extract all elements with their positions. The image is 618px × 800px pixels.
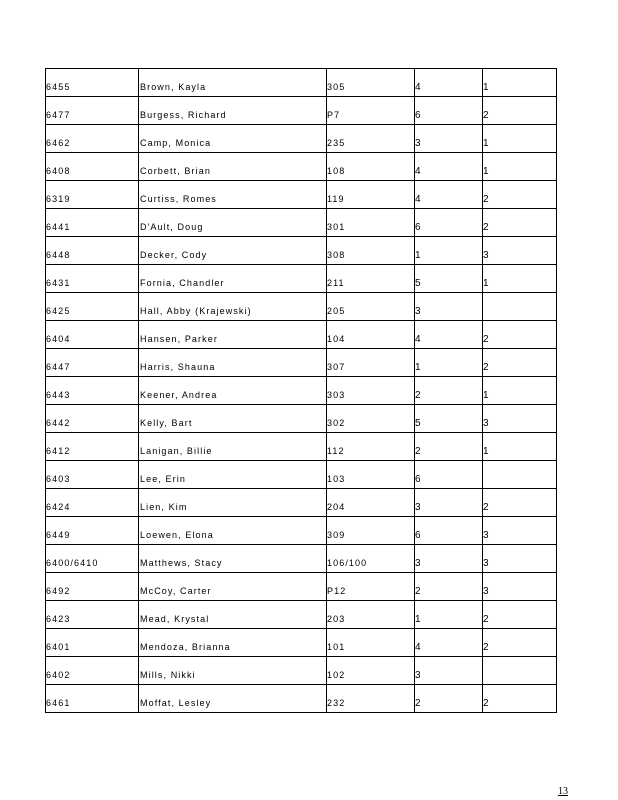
room-cell xyxy=(327,153,415,181)
table-row xyxy=(46,657,557,685)
column-5-cell-text: 3 xyxy=(483,530,489,541)
column-4-cell-text: 3 xyxy=(415,670,421,681)
column-4-cell xyxy=(415,377,483,405)
name-cell-text: D'Ault, Doug xyxy=(140,222,204,232)
name-cell xyxy=(139,405,327,433)
table-row xyxy=(46,153,557,181)
table-row xyxy=(46,377,557,405)
roster-table-body xyxy=(46,69,557,713)
table-row xyxy=(46,209,557,237)
column-4-cell-text: 4 xyxy=(415,642,421,653)
column-4-cell xyxy=(415,69,483,97)
room-cell xyxy=(327,461,415,489)
column-5-cell-text: 2 xyxy=(483,194,489,205)
column-4-cell xyxy=(415,405,483,433)
table-row xyxy=(46,685,557,713)
staff-roster-table xyxy=(45,68,557,713)
name-cell-text: Moffat, Lesley xyxy=(140,698,212,708)
room-cell-text: 211 xyxy=(327,278,345,288)
name-cell xyxy=(139,573,327,601)
name-cell-text: Loewen, Elona xyxy=(140,530,214,540)
name-cell-text: Lanigan, Billie xyxy=(140,446,213,456)
name-cell-text: Kelly, Bart xyxy=(140,418,193,428)
room-cell xyxy=(327,517,415,545)
column-5-cell-text: 1 xyxy=(483,138,489,149)
name-cell-text: Keener, Andrea xyxy=(140,390,218,400)
column-4-cell-text: 6 xyxy=(415,530,421,541)
room-cell xyxy=(327,377,415,405)
extension-cell xyxy=(46,657,139,685)
room-cell-text: 205 xyxy=(327,306,346,316)
extension-cell-text: 6402 xyxy=(46,670,71,680)
table-row xyxy=(46,349,557,377)
column-4-cell-text: 2 xyxy=(415,698,421,709)
name-cell-text: Hansen, Parker xyxy=(140,334,218,344)
extension-cell-text: 6319 xyxy=(46,194,71,204)
table-row xyxy=(46,573,557,601)
extension-cell xyxy=(46,237,139,265)
extension-cell xyxy=(46,181,139,209)
name-cell-text: Matthews, Stacy xyxy=(140,558,223,568)
column-5-cell-text: 2 xyxy=(483,362,489,373)
extension-cell xyxy=(46,461,139,489)
extension-cell-text: 6412 xyxy=(46,446,71,456)
name-cell-text: Mendoza, Brianna xyxy=(140,642,231,652)
table-row xyxy=(46,405,557,433)
name-cell-text: Burgess, Richard xyxy=(140,110,227,120)
room-cell xyxy=(327,125,415,153)
column-4-cell-text: 5 xyxy=(415,418,421,429)
room-cell-text: 108 xyxy=(327,166,346,176)
room-cell-text: P12 xyxy=(327,586,347,596)
extension-cell-text: 6492 xyxy=(46,586,71,596)
extension-cell-text: 6404 xyxy=(46,334,71,344)
column-5-cell xyxy=(483,69,557,97)
name-cell-text: Fornia, Chandler xyxy=(140,278,225,288)
room-cell-text: 102 xyxy=(327,670,346,680)
column-5-cell xyxy=(483,181,557,209)
extension-cell xyxy=(46,209,139,237)
column-5-cell xyxy=(483,237,557,265)
table-row xyxy=(46,545,557,573)
extension-cell-text: 6477 xyxy=(46,110,71,120)
extension-cell xyxy=(46,573,139,601)
column-5-cell xyxy=(483,461,557,489)
column-4-cell-text: 3 xyxy=(415,502,421,513)
column-5-cell-text: 1 xyxy=(483,390,489,401)
column-5-cell-text: 3 xyxy=(483,418,489,429)
extension-cell xyxy=(46,125,139,153)
column-4-cell xyxy=(415,237,483,265)
column-4-cell-text: 5 xyxy=(415,278,421,289)
column-5-cell-text: 1 xyxy=(483,278,489,289)
column-4-cell xyxy=(415,433,483,461)
column-5-cell xyxy=(483,517,557,545)
column-5-cell xyxy=(483,629,557,657)
column-4-cell xyxy=(415,293,483,321)
room-cell-text: 101 xyxy=(327,642,346,652)
extension-cell xyxy=(46,685,139,713)
room-cell-text: 235 xyxy=(327,138,346,148)
column-4-cell-text: 4 xyxy=(415,82,421,93)
name-cell xyxy=(139,349,327,377)
column-4-cell-text: 2 xyxy=(415,390,421,401)
table-row xyxy=(46,69,557,97)
column-4-cell xyxy=(415,657,483,685)
name-cell-text: Harris, Shauna xyxy=(140,362,216,372)
column-4-cell xyxy=(415,601,483,629)
column-4-cell xyxy=(415,97,483,125)
extension-cell xyxy=(46,601,139,629)
extension-cell xyxy=(46,545,139,573)
extension-cell xyxy=(46,153,139,181)
name-cell xyxy=(139,517,327,545)
room-cell xyxy=(327,685,415,713)
column-5-cell xyxy=(483,489,557,517)
column-5-cell-text: 2 xyxy=(483,614,489,625)
column-4-cell xyxy=(415,321,483,349)
room-cell xyxy=(327,181,415,209)
name-cell-text: Lien, Kim xyxy=(140,502,188,512)
column-5-cell xyxy=(483,209,557,237)
name-cell xyxy=(139,181,327,209)
extension-cell xyxy=(46,517,139,545)
column-4-cell xyxy=(415,153,483,181)
column-4-cell xyxy=(415,685,483,713)
page-number: 13 xyxy=(558,786,568,797)
name-cell-text: Corbett, Brian xyxy=(140,166,211,176)
table-row xyxy=(46,629,557,657)
room-cell-text: 307 xyxy=(327,362,346,372)
table-row xyxy=(46,433,557,461)
name-cell-text: McCoy, Carter xyxy=(140,586,212,596)
room-cell xyxy=(327,489,415,517)
table-row xyxy=(46,237,557,265)
column-5-cell xyxy=(483,685,557,713)
column-5-cell-text: 2 xyxy=(483,222,489,233)
extension-cell xyxy=(46,433,139,461)
name-cell xyxy=(139,97,327,125)
column-4-cell xyxy=(415,517,483,545)
name-cell-text: Mead, Krystal xyxy=(140,614,210,624)
extension-cell xyxy=(46,489,139,517)
name-cell xyxy=(139,545,327,573)
table-row xyxy=(46,125,557,153)
extension-cell-text: 6443 xyxy=(46,390,71,400)
room-cell xyxy=(327,629,415,657)
column-5-cell xyxy=(483,321,557,349)
extension-cell xyxy=(46,321,139,349)
column-4-cell-text: 6 xyxy=(415,474,421,485)
extension-cell xyxy=(46,405,139,433)
column-4-cell xyxy=(415,573,483,601)
column-4-cell-text: 3 xyxy=(415,558,421,569)
room-cell-text: 305 xyxy=(327,82,346,92)
name-cell-text: Hall, Abby (Krajewski) xyxy=(140,306,252,316)
column-5-cell-text: 2 xyxy=(483,642,489,653)
room-cell xyxy=(327,209,415,237)
column-5-cell-text: 2 xyxy=(483,698,489,709)
room-cell-text: 203 xyxy=(327,614,346,624)
column-4-cell xyxy=(415,265,483,293)
column-5-cell xyxy=(483,657,557,685)
column-4-cell xyxy=(415,349,483,377)
room-cell-text: P7 xyxy=(327,110,341,120)
extension-cell-text: 6400/6410 xyxy=(46,558,99,568)
extension-cell xyxy=(46,349,139,377)
name-cell xyxy=(139,685,327,713)
extension-cell-text: 6408 xyxy=(46,166,71,176)
room-cell xyxy=(327,97,415,125)
column-5-cell xyxy=(483,293,557,321)
column-5-cell-text: 3 xyxy=(483,586,489,597)
column-5-cell xyxy=(483,377,557,405)
extension-cell-text: 6441 xyxy=(46,222,71,232)
column-4-cell-text: 4 xyxy=(415,166,421,177)
column-5-cell xyxy=(483,433,557,461)
table-row xyxy=(46,293,557,321)
extension-cell xyxy=(46,377,139,405)
column-4-cell-text: 3 xyxy=(415,306,421,317)
table-row xyxy=(46,265,557,293)
column-4-cell-text: 2 xyxy=(415,586,421,597)
table-row xyxy=(46,489,557,517)
room-cell-text: 204 xyxy=(327,502,346,512)
room-cell-text: 104 xyxy=(327,334,346,344)
room-cell-text: 112 xyxy=(327,446,345,456)
column-4-cell-text: 1 xyxy=(415,614,421,625)
name-cell xyxy=(139,293,327,321)
name-cell xyxy=(139,265,327,293)
column-4-cell-text: 4 xyxy=(415,194,421,205)
column-5-cell-text: 3 xyxy=(483,558,489,569)
column-5-cell xyxy=(483,349,557,377)
name-cell xyxy=(139,489,327,517)
column-5-cell xyxy=(483,573,557,601)
room-cell xyxy=(327,545,415,573)
column-5-cell-text: 1 xyxy=(483,166,489,177)
extension-cell-text: 6462 xyxy=(46,138,71,148)
column-5-cell xyxy=(483,125,557,153)
extension-cell-text: 6449 xyxy=(46,530,71,540)
column-4-cell-text: 6 xyxy=(415,222,421,233)
column-4-cell-text: 1 xyxy=(415,362,421,373)
room-cell xyxy=(327,657,415,685)
name-cell xyxy=(139,461,327,489)
room-cell-text: 103 xyxy=(327,474,346,484)
extension-cell-text: 6447 xyxy=(46,362,71,372)
name-cell-text: Brown, Kayla xyxy=(140,82,207,92)
room-cell xyxy=(327,265,415,293)
room-cell-text: 232 xyxy=(327,698,346,708)
room-cell xyxy=(327,405,415,433)
room-cell-text: 302 xyxy=(327,418,346,428)
name-cell xyxy=(139,601,327,629)
column-5-cell-text: 2 xyxy=(483,110,489,121)
room-cell xyxy=(327,433,415,461)
extension-cell-text: 6461 xyxy=(46,698,71,708)
table-row xyxy=(46,517,557,545)
room-cell-text: 301 xyxy=(327,222,346,232)
column-4-cell-text: 6 xyxy=(415,110,421,121)
column-4-cell-text: 1 xyxy=(415,250,421,261)
name-cell-text: Decker, Cody xyxy=(140,250,208,260)
room-cell xyxy=(327,573,415,601)
column-4-cell xyxy=(415,489,483,517)
room-cell xyxy=(327,349,415,377)
name-cell xyxy=(139,629,327,657)
column-4-cell-text: 2 xyxy=(415,446,421,457)
column-5-cell xyxy=(483,601,557,629)
column-4-cell xyxy=(415,545,483,573)
name-cell-text: Lee, Erin xyxy=(140,474,186,484)
column-4-cell-text: 3 xyxy=(415,138,421,149)
name-cell xyxy=(139,153,327,181)
column-4-cell xyxy=(415,461,483,489)
table-row xyxy=(46,601,557,629)
column-5-cell xyxy=(483,97,557,125)
column-4-cell xyxy=(415,181,483,209)
table-row xyxy=(46,461,557,489)
column-5-cell-text: 2 xyxy=(483,502,489,513)
column-5-cell xyxy=(483,153,557,181)
column-5-cell xyxy=(483,405,557,433)
column-5-cell-text: 2 xyxy=(483,334,489,345)
extension-cell-text: 6431 xyxy=(46,278,71,288)
column-4-cell xyxy=(415,125,483,153)
extension-cell xyxy=(46,629,139,657)
extension-cell xyxy=(46,69,139,97)
extension-cell-text: 6403 xyxy=(46,474,71,484)
column-5-cell-text: 1 xyxy=(483,82,489,93)
name-cell-text: Curtiss, Romes xyxy=(140,194,217,204)
room-cell-text: 308 xyxy=(327,250,346,260)
room-cell-text: 309 xyxy=(327,530,346,540)
extension-cell-text: 6448 xyxy=(46,250,71,260)
column-4-cell xyxy=(415,209,483,237)
name-cell xyxy=(139,125,327,153)
room-cell xyxy=(327,601,415,629)
extension-cell-text: 6401 xyxy=(46,642,71,652)
extension-cell xyxy=(46,265,139,293)
extension-cell-text: 6424 xyxy=(46,502,71,512)
room-cell xyxy=(327,69,415,97)
column-5-cell xyxy=(483,265,557,293)
name-cell xyxy=(139,433,327,461)
extension-cell-text: 6423 xyxy=(46,614,71,624)
name-cell-text: Mills, Nikki xyxy=(140,670,196,680)
name-cell xyxy=(139,377,327,405)
table-row xyxy=(46,97,557,125)
extension-cell xyxy=(46,97,139,125)
room-cell xyxy=(327,293,415,321)
table-row xyxy=(46,181,557,209)
column-5-cell-text: 3 xyxy=(483,250,489,261)
table-row xyxy=(46,321,557,349)
name-cell xyxy=(139,237,327,265)
extension-cell-text: 6455 xyxy=(46,82,71,92)
extension-cell-text: 6425 xyxy=(46,306,71,316)
name-cell xyxy=(139,69,327,97)
room-cell-text: 303 xyxy=(327,390,346,400)
name-cell xyxy=(139,209,327,237)
column-5-cell xyxy=(483,545,557,573)
name-cell xyxy=(139,657,327,685)
room-cell xyxy=(327,237,415,265)
column-4-cell xyxy=(415,629,483,657)
extension-cell-text: 6442 xyxy=(46,418,71,428)
name-cell-text: Camp, Monica xyxy=(140,138,212,148)
room-cell xyxy=(327,321,415,349)
room-cell-text: 106/100 xyxy=(327,558,368,568)
column-5-cell-text: 1 xyxy=(483,446,489,457)
room-cell-text: 119 xyxy=(327,194,345,204)
name-cell xyxy=(139,321,327,349)
column-4-cell-text: 4 xyxy=(415,334,421,345)
extension-cell xyxy=(46,293,139,321)
